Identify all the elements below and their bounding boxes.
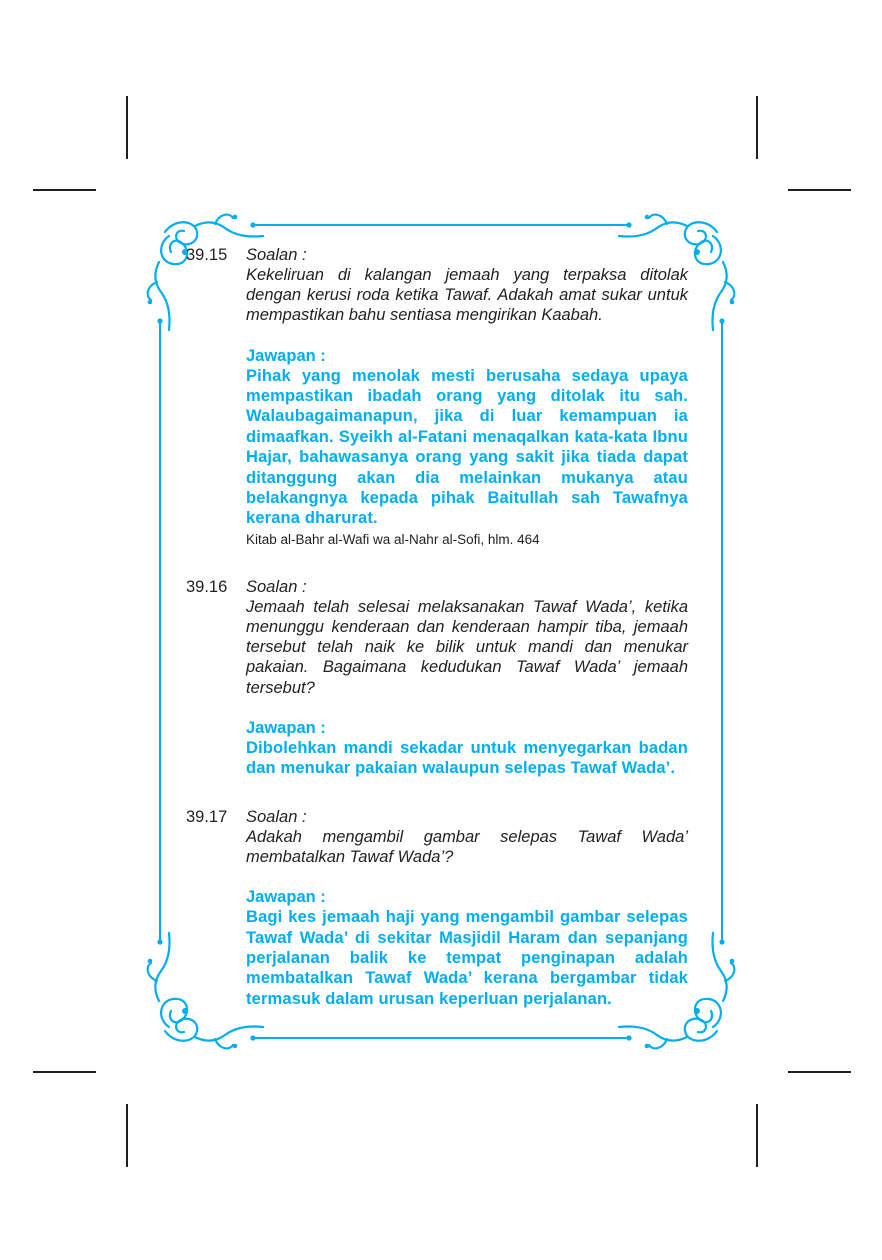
qa-item-39-17 [186, 807, 688, 1009]
qa-item-39-16 [186, 577, 688, 779]
question-text: Kekeliruan di kalangan jemaah yang terpaksa ditolak dengan kerusi roda ketika Tawaf. Adakah amat sukar untuk mempastikan bahu sentiasa mengirikan Kaabah. [246, 266, 688, 325]
question-number: 39.16 [186, 577, 228, 596]
answer-label: Jawapan : [246, 346, 326, 365]
question-label: Soalan : [246, 807, 307, 826]
question-number: 39.17 [186, 807, 228, 826]
question-text: Jemaah telah selesai melaksanakan Tawaf Wada’, ketika menunggu kenderaan dan kenderaan hampir tiba, jemaah tersebut telah naik ke bilik untuk mandi dan menukar pakaian. Bagaimana kedudukan Tawaf Wada’ jemaah tersebut? [246, 597, 688, 697]
answer-text: Pihak yang menolak mesti berusaha sedaya upaya mempastikan ibadah orang yang ditolak itu sah. Walaubagaimanapun, jika di luar kemampuan ia dimaafkan. Syeikh al-Fatani menaqalkan kata-kata Ibnu Hajar, bahawasanya orang yang sakit jika tiada dapat ditanggung akan dia melainkan mukanya atau belakangnya kepada pihak Baitullah sah Tawafnya kerana dharurat. [246, 366, 688, 528]
question-label: Soalan : [246, 246, 307, 264]
answer-label: Jawapan : [246, 888, 326, 907]
answer-label: Jawapan : [246, 718, 326, 737]
question-number: 39.15 [186, 246, 228, 264]
qa-item-39-15 [186, 245, 688, 549]
qa-content [186, 245, 688, 1037]
answer-text: Dibolehkan mandi sekadar untuk menyegarkan badan dan menukar pakaian walaupun selepas Tawaf Wada’. [246, 738, 688, 778]
reference-citation: Kitab al-Bahr al-Wafi wa al-Nahr al-Sofi, hlm. 464 [246, 531, 540, 547]
answer-text: Bagi kes jemaah haji yang mengambil gambar selepas Tawaf Wada’ di sekitar Masjidil Haram dan sepanjang perjalanan balik ke tempat penginapan adalah membatalkan Tawaf Wada’ kerana bergambar tidak termasuk dalam urusan keperluan perjalanan. [246, 908, 688, 1008]
question-text: Adakah mengambil gambar selepas Tawaf Wada’ membatalkan Tawaf Wada’? [246, 827, 688, 866]
question-label: Soalan : [246, 577, 307, 596]
